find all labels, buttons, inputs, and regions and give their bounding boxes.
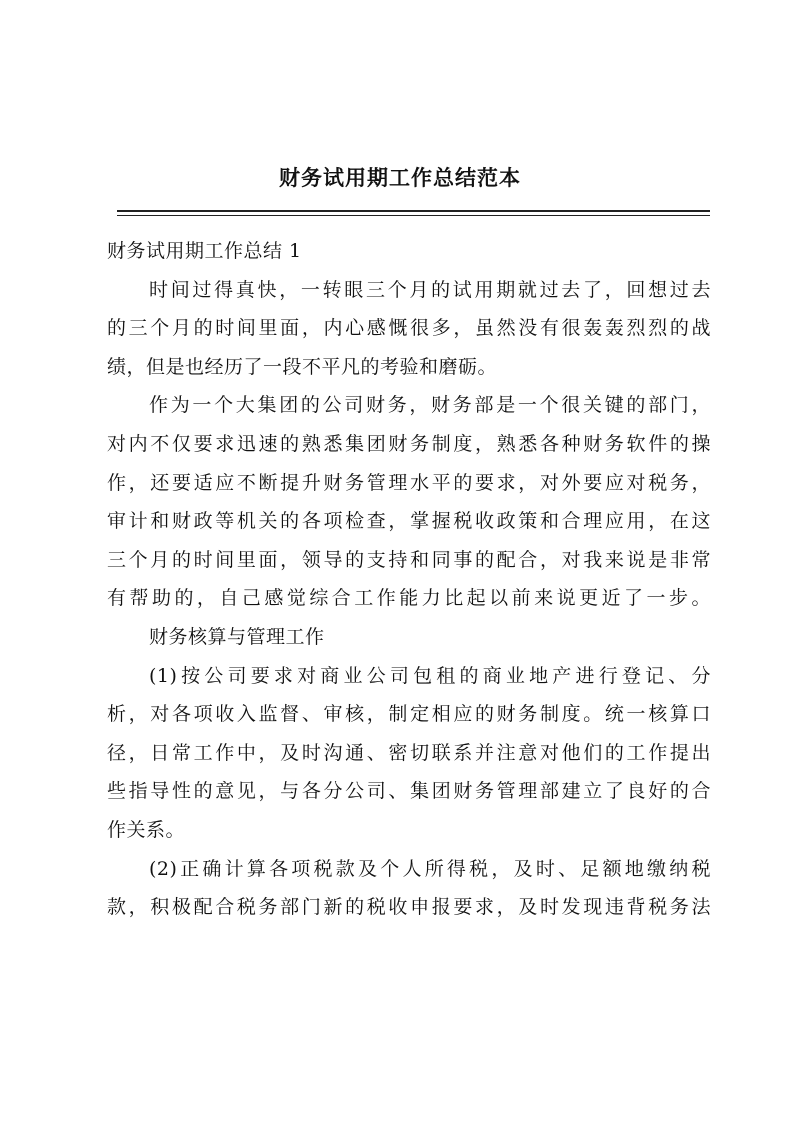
text-line: 绩，但是也经历了一段不平凡的考验和磨砺。 [107,355,498,378]
text-line: 款，积极配合税务部门新的税收申报要求，及时发现违背税务法 [107,896,711,919]
text-line: (2)正确计算各项税款及个人所得税，及时、足额地缴纳税 [149,857,711,880]
text-line: 径，日常工作中，及时沟通、密切联系并注意对他们的工作提出 [107,741,711,764]
text-line: (1)按公司要求对商业公司包租的商业地产进行登记、分 [149,664,711,687]
text-line: 财务试用期工作总结 1 [107,240,302,262]
title-rule-thin [117,215,710,216]
text-line: 作为一个大集团的公司财务，财务部是一个很关键的部门， [149,394,711,417]
document-title: 财务试用期工作总结范本 [279,165,521,190]
text-line: 对内不仅要求迅速的熟悉集团财务制度，熟悉各种财务软件的操 [107,432,711,455]
text-line: 审计和财政等机关的各项检查，掌握税收政策和合理应用，在这 [107,510,711,533]
title-rule-thick [117,210,710,212]
text-line: 有帮助的，自己感觉综合工作能力比起以前来说更近了一步。 [107,587,711,610]
text-line: 财务核算与管理工作 [149,625,325,648]
text-line: 析，对各项收入监督、审核，制定相应的财务制度。统一核算口 [107,703,711,726]
text-line: 三个月的时间里面，领导的支持和同事的配合，对我来说是非常 [107,548,711,571]
text-line: 作，还要适应不断提升财务管理水平的要求，对外要应对税务， [107,471,711,494]
text-line: 些指导性的意见，与各分公司、集团财务管理部建立了良好的合 [107,780,711,803]
document-body [107,232,711,927]
text-line: 时间过得真快，一转眼三个月的试用期就过去了，回想过去 [149,278,711,301]
text-line: 作关系。 [107,818,186,841]
text-line: 的三个月的时间里面，内心感慨很多，虽然没有很轰轰烈烈的战 [107,317,711,340]
